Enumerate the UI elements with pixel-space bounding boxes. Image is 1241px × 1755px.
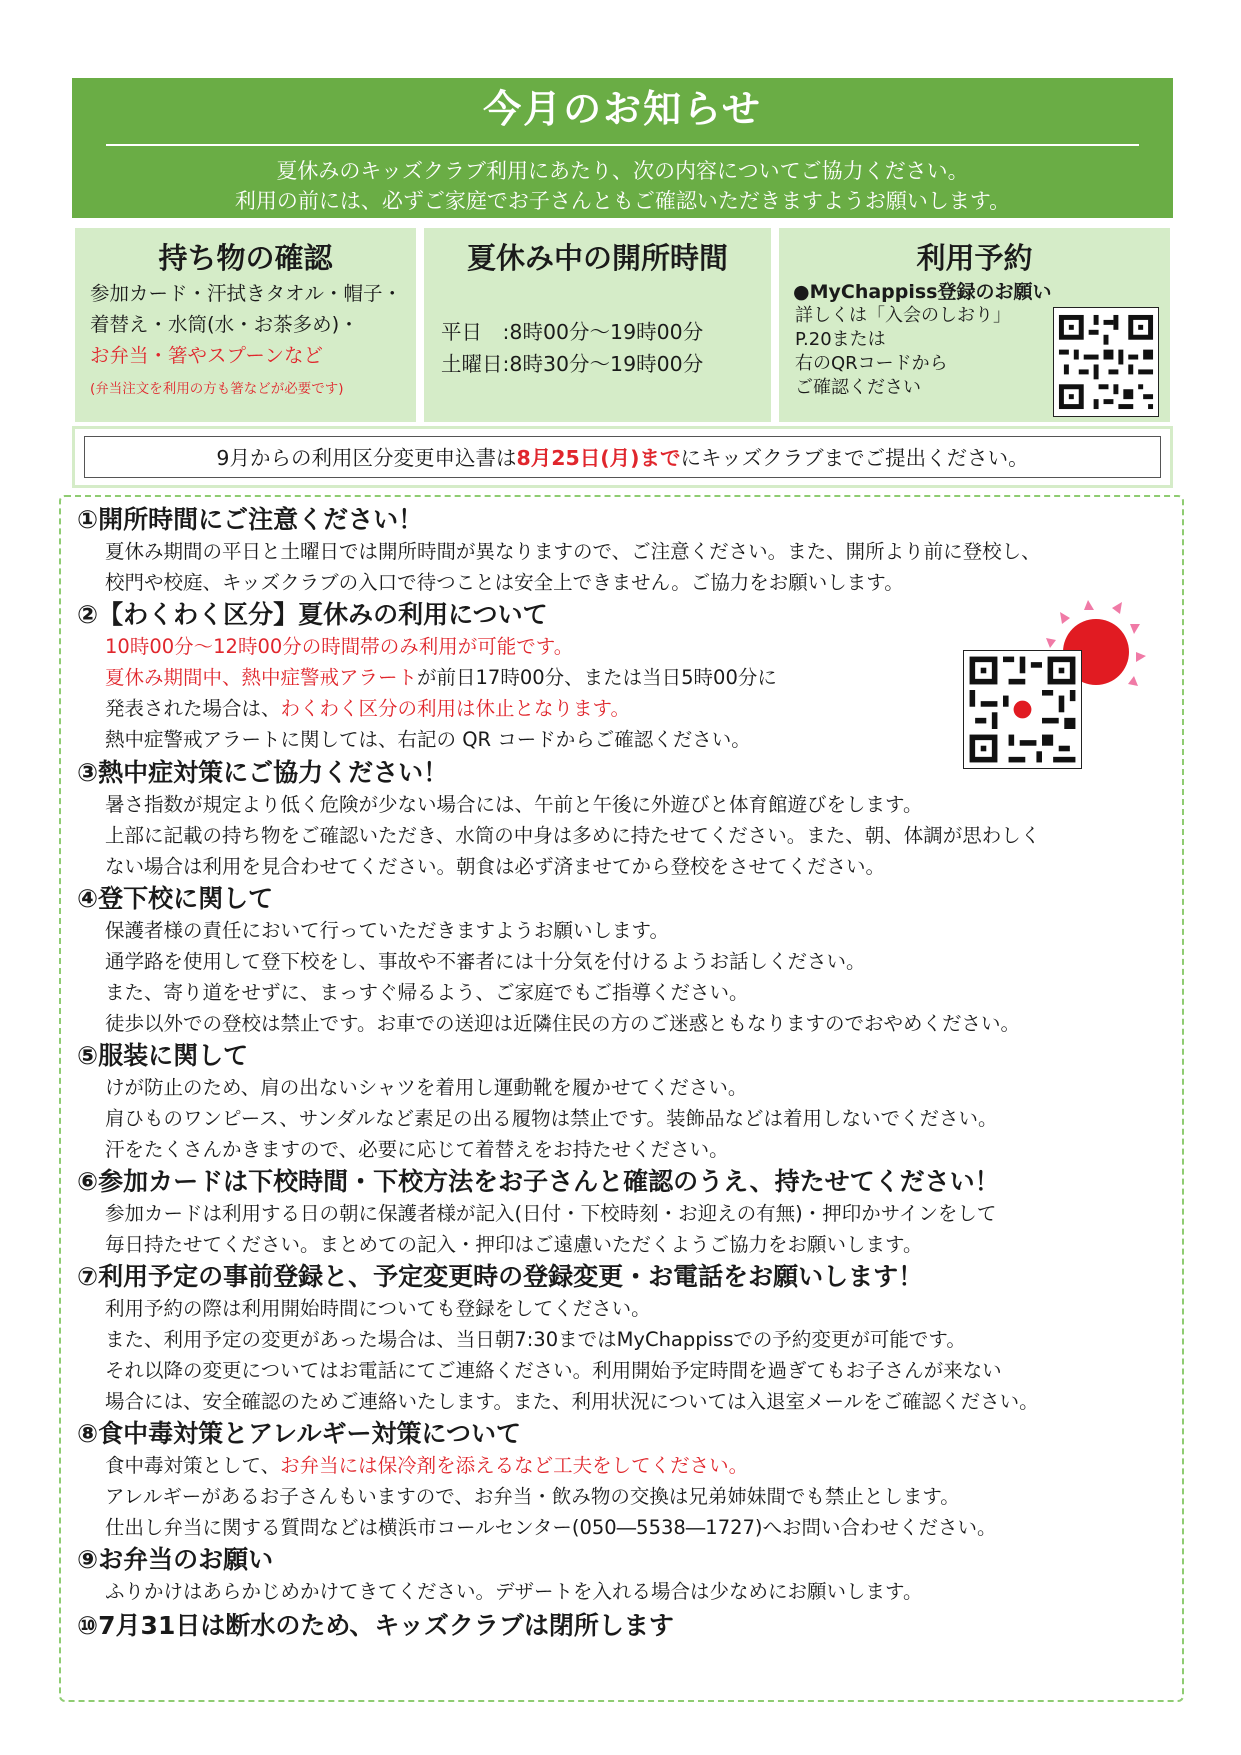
section-heading: ②【わくわく区分】夏休みの利用について xyxy=(77,600,548,629)
section-heading: ④登下校に関して xyxy=(77,884,274,913)
notice-section-4 xyxy=(77,883,1020,1039)
section-line xyxy=(77,1450,997,1481)
deadline-text: にキッズクラブまでご提出ください。 xyxy=(680,446,1029,470)
section-heading: ①開所時間にご注意ください！ xyxy=(77,505,424,534)
section-line: 仕出し弁当に関する質問などは横浜市コールセンター(050―5538―1727)へお問い合わせください。 xyxy=(105,1516,997,1539)
section-heading: ③熱中症対策にご協力ください！ xyxy=(77,758,449,787)
section-heading: ⑤服装に関して xyxy=(77,1041,249,1070)
section-line: 校門や校庭、キッズクラブの入口で待つことは安全上できません。ご協力をお願いします。 xyxy=(105,571,904,594)
notice-section-1 xyxy=(77,504,1041,598)
deadline-text: 9月からの利用区分変更申込書は xyxy=(216,446,517,470)
qr-code-icon xyxy=(1054,308,1158,416)
header-intro-line: 夏休みのキッズクラブ利用にあたり、次の内容についてご協力ください。 xyxy=(276,159,969,183)
reservation-line: ご確認ください xyxy=(795,377,921,398)
hours-weekday: 平日 :8時00分～19時00分 xyxy=(441,320,704,344)
section-line: 保護者様の責任において行っていただきますようお願いします。 xyxy=(105,919,669,942)
section-heading: ⑦利用予定の事前登録と、予定変更時の登録変更・お電話をお願いします！ xyxy=(77,1262,924,1291)
section-text: 発表された場合は、 xyxy=(105,697,281,720)
section-line: また、寄り道をせずに、まっすぐ帰るよう、ご家庭でもご指導ください。 xyxy=(105,981,749,1004)
mychappiss-qr-code[interactable] xyxy=(1053,307,1159,417)
deadline-banner xyxy=(72,426,1173,488)
section-line: けが防止のため、肩の出ないシャツを着用し運動靴を履かせてください。 xyxy=(105,1076,748,1099)
section-line: ない場合は利用を見合わせてください。朝食は必ず済ませてから登校をさせてください。 xyxy=(105,855,886,878)
section-highlight: 夏休み期間中、熱中症警戒アラート xyxy=(105,666,418,689)
deadline-date: 8月25日(月)まで xyxy=(516,446,681,470)
section-line: 上部に記載の持ち物をご確認いただき、水筒の中身は多めに持たせてください。また、朝、体調が思わしく xyxy=(105,824,1041,847)
notice-section-7 xyxy=(77,1261,1039,1417)
section-text: 食中毒対策として、 xyxy=(105,1454,281,1477)
belongings-line: 参加カード・汗拭きタオル・帽子・ xyxy=(90,282,403,305)
section-heading: ⑩7月31日は断水のため、キッズクラブは閉所します xyxy=(77,1611,674,1640)
section-heading: ⑨お弁当のお願い xyxy=(77,1545,274,1574)
reservation-line: 右のQRコードから xyxy=(795,353,948,374)
section-line xyxy=(77,693,777,724)
header-divider xyxy=(106,144,1139,146)
hours-saturday: 土曜日:8時30分～19時00分 xyxy=(441,352,704,376)
hours-list xyxy=(424,316,771,380)
header-intro xyxy=(72,156,1173,216)
reservation-title: 利用予約 xyxy=(916,241,1033,275)
belongings-line-highlight: お弁当・箸やスプーンなど xyxy=(90,344,324,367)
qr-code-icon xyxy=(964,651,1081,768)
section-heading: ⑧食中毒対策とアレルギー対策について xyxy=(77,1419,522,1448)
notice-section-2 xyxy=(77,599,777,755)
reservation-line: P.20または xyxy=(795,329,886,350)
section-line: 肩ひものワンピース、サンダルなど素足の出る履物は禁止です。装飾品などは着用しないでください。 xyxy=(105,1107,998,1130)
section-line: 利用予約の際は利用開始時間についても登録をしてください。 xyxy=(105,1297,651,1320)
section-line: アレルギーがあるお子さんもいますので、お弁当・飲み物の交換は兄弟姉妹間でも禁止とします。 xyxy=(105,1485,960,1508)
section-highlight: お弁当には保冷剤を添えるなど工夫をしてください。 xyxy=(280,1454,749,1477)
section-highlight: わくわく区分の利用は休止となります。 xyxy=(280,697,630,720)
notice-section-6 xyxy=(77,1166,1000,1260)
deadline-notice xyxy=(84,436,1161,478)
section-line: 参加カードは利用する日の朝に保護者様が記入(日付・下校時刻・お迎えの有無)・押印かサインをして xyxy=(105,1202,997,1225)
section-line: 汗をたくさんかきますので、必要に応じて着替えをお持たせください。 xyxy=(105,1138,729,1161)
section-line xyxy=(77,662,777,693)
notice-section-5 xyxy=(77,1040,998,1165)
section-line: また、利用予定の変更があった場合は、当日朝7:30まではMyChappissでの予約変更が可能です。 xyxy=(105,1328,966,1351)
section-line: 暑さ指数が規定より低く危険が少ない場合には、午前と午後に外遊びと体育館遊びをします。 xyxy=(105,793,923,816)
reservation-line: 詳しくは「入会のしおり」 xyxy=(795,305,1011,326)
section-heading: ⑥参加カードは下校時間・下校方法をお子さんと確認のうえ、持たせてください！ xyxy=(77,1167,1000,1196)
section-line: ふりかけはあらかじめかけてきてください。デザートを入れる場合は少なめにお願いします。 xyxy=(105,1580,923,1603)
notice-section-10 xyxy=(77,1610,674,1642)
section-line: 毎日持たせてください。まとめての記入・押印はご遠慮いただくようご協力をお願いします。 xyxy=(105,1233,923,1256)
section-line: それ以降の変更についてはお電話にてご連絡ください。利用開始予定時間を過ぎてもお子さんが来ない xyxy=(105,1359,1002,1382)
page-title: 今月のお知らせ xyxy=(483,87,762,131)
section-line: 熱中症警戒アラートに関しては、右記の QR コードからご確認ください。 xyxy=(105,728,751,751)
reservation-subtitle: ●MyChappiss登録のお願い xyxy=(793,281,1052,303)
belongings-line: 着替え・水筒(水・お茶多め)・ xyxy=(90,313,359,336)
hours-title: 夏休み中の開所時間 xyxy=(466,241,728,275)
section-text: が前日17時00分、または当日5時00分に xyxy=(417,666,777,689)
section-line: 徒歩以外での登校は禁止です。お車での送迎は近隣住民の方のご迷惑ともなりますのでおやめください。 xyxy=(105,1012,1020,1035)
hours-box xyxy=(424,228,771,422)
notice-section-8 xyxy=(77,1418,997,1543)
header-banner xyxy=(72,78,1173,218)
belongings-note: (弁当注文を利用の方も箸などが必要です) xyxy=(90,381,344,397)
section-line: 夏休み期間の平日と土曜日では開所時間が異なりますので、ご注意ください。また、開所より前に登校し、 xyxy=(105,540,1041,563)
belongings-box xyxy=(75,228,416,422)
section-line-highlight: 10時00分～12時00分の時間帯のみ利用が可能です。 xyxy=(105,635,574,658)
heat-alert-qr-code[interactable] xyxy=(963,650,1082,769)
section-line: 通学路を使用して登下校をし、事故や不審者には十分気を付けるようお話しください。 xyxy=(105,950,866,973)
notice-section-9 xyxy=(77,1544,922,1607)
section-line: 場合には、安全確認のためご連絡いたします。また、利用状況については入退室メールをご確認ください。 xyxy=(105,1390,1039,1413)
notice-section-3 xyxy=(77,757,1040,882)
header-intro-line: 利用の前には、必ずご家庭でお子さんともご確認いただきますようお願いします。 xyxy=(234,189,1011,213)
belongings-title: 持ち物の確認 xyxy=(158,241,333,275)
